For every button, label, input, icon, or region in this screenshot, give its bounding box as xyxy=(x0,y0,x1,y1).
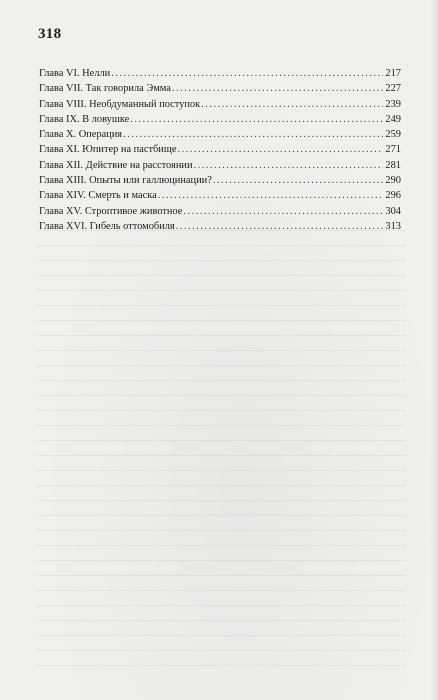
toc-entry-title: Глава X. Операция xyxy=(39,129,123,141)
toc-dot-leader xyxy=(130,112,383,127)
toc-entry-page: 313 xyxy=(385,220,401,232)
toc-dot-leader xyxy=(123,127,383,142)
page-number: 318 xyxy=(38,26,62,42)
toc-entry-title: Глава XII. Действие на расстоянии xyxy=(39,159,193,171)
toc-entry-title: Глава VIII. Необдуманный поступок xyxy=(39,98,201,110)
toc-entry xyxy=(39,97,401,112)
toc-entry-title: Глава XI. Юпитер на пастбище xyxy=(39,144,177,156)
toc-entry-page: 281 xyxy=(385,159,401,171)
toc-entry-title: Глава XIII. Опыты или галлюцинации? xyxy=(39,175,212,187)
toc-entry xyxy=(39,158,401,173)
toc-entry-title: Глава IX. В ловушке xyxy=(39,113,130,125)
toc-entry-page: 259 xyxy=(385,129,401,141)
toc-dot-leader xyxy=(111,66,383,81)
toc-dot-leader xyxy=(172,81,384,96)
toc-entry xyxy=(39,173,401,188)
toc-dot-leader xyxy=(194,158,384,173)
toc-entry xyxy=(39,204,401,219)
toc-entry-page: 249 xyxy=(385,113,401,125)
toc-dot-leader xyxy=(213,173,384,188)
toc-entry-page: 217 xyxy=(385,68,401,79)
table-of-contents xyxy=(39,66,401,234)
toc-dot-leader xyxy=(177,142,383,157)
toc-entry-title: Глава XV. Строптивое животное xyxy=(39,205,183,217)
toc-entry-page: 239 xyxy=(385,98,401,110)
toc-entry xyxy=(39,127,401,142)
toc-entry xyxy=(39,142,401,157)
toc-entry xyxy=(39,112,401,127)
toc-entry-title: Глава XIV. Смерть и маска xyxy=(39,190,157,202)
toc-entry xyxy=(39,66,401,81)
toc-dot-leader xyxy=(158,188,384,203)
toc-entry-title: Глава VI. Нелли xyxy=(39,68,111,79)
toc-entry xyxy=(39,219,401,234)
toc-entry-page: 290 xyxy=(385,175,401,187)
toc-entry-page: 304 xyxy=(385,205,401,217)
toc-dot-leader xyxy=(201,97,383,112)
toc-entry-page: 296 xyxy=(385,190,401,202)
toc-entry-page: 271 xyxy=(385,144,401,156)
toc-dot-leader xyxy=(176,219,384,234)
toc-entry xyxy=(39,81,401,96)
toc-dot-leader xyxy=(183,204,383,219)
toc-entry-page: 227 xyxy=(385,83,401,95)
reverse-page-bleed-through xyxy=(36,230,406,670)
toc-entry xyxy=(39,188,401,203)
toc-entry-title: Глава VII. Так говорила Эмма xyxy=(39,83,171,95)
toc-entry-title: Глава XVI. Гибель оттомобиля xyxy=(39,220,175,232)
page-edge-shadow xyxy=(430,0,438,700)
